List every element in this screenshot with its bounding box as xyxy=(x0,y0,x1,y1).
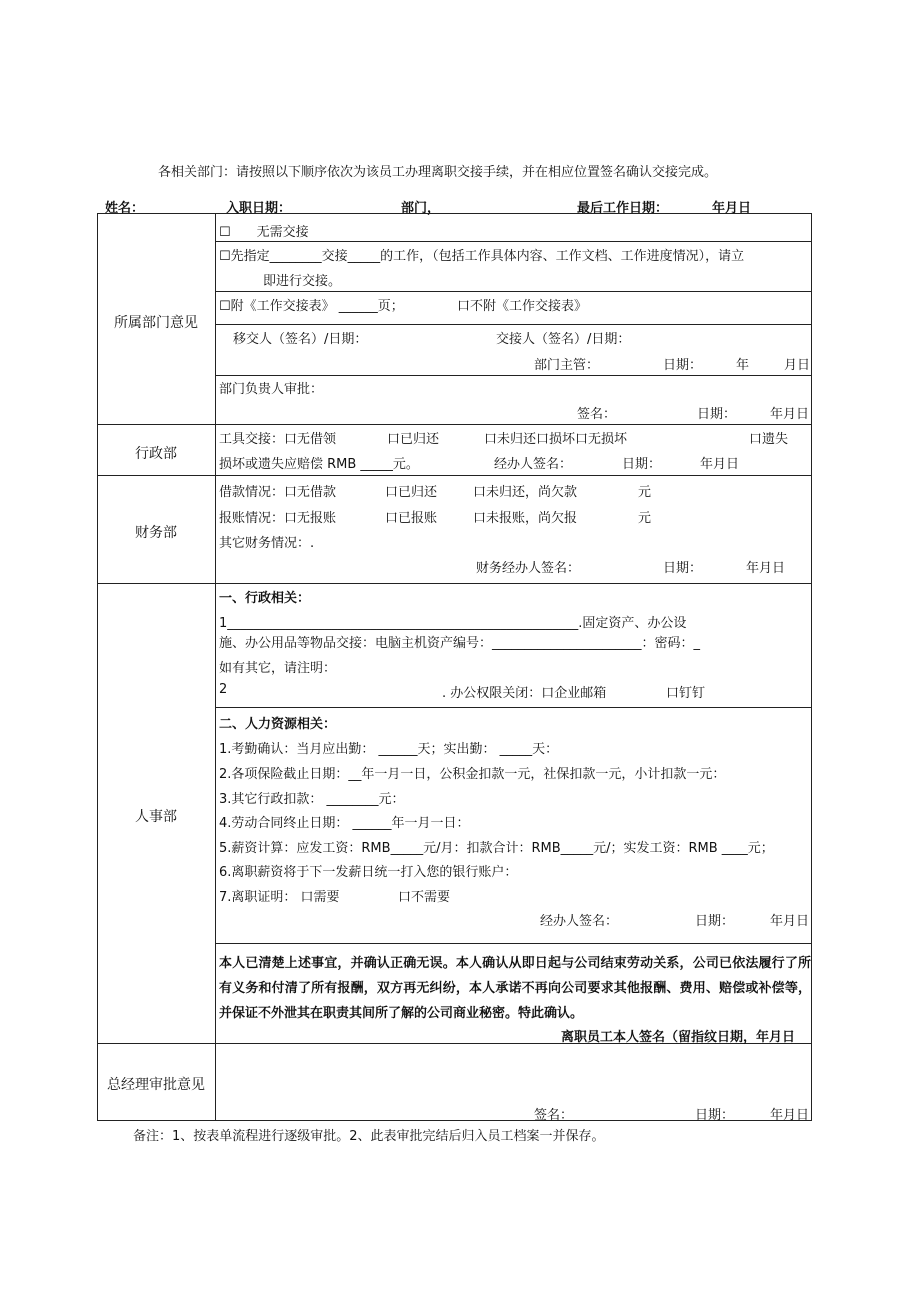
dept-label: 部门， xyxy=(401,201,441,216)
last-day-label: 最后工作日期： xyxy=(577,201,669,216)
reimb-none[interactable]: 报账情况：口无报账 xyxy=(219,511,337,526)
inner-divider xyxy=(215,943,812,944)
supervisor-label: 部门主管： xyxy=(534,358,600,373)
tools-not-returned[interactable]: 口未归还口损坏口无损坏 xyxy=(484,432,628,447)
hr-handler-label: 经办人签名： xyxy=(540,914,619,929)
hr-dingding-close[interactable]: 口钉钉 xyxy=(666,686,706,701)
receiver-label: 交接人（签名）/日期： xyxy=(496,332,631,347)
inner-divider xyxy=(215,241,812,242)
compensation-text: 损坏或遗失应赔偿 RMB _____元。 xyxy=(219,457,419,472)
admin-handler-label: 经办人签名： xyxy=(494,457,573,472)
hire-date-label: 入职日期： xyxy=(226,201,292,216)
hr-date-label: 日期： xyxy=(695,914,735,929)
employee-declaration: 本人已清楚上述事宜，并确认正确无误。本人确认从即日起与公司结束劳动关系，公司已依法履行了所有义务和付清了所有报酬，双方再无纠纷，本人承诺不再向公司要求其他报酬、费用、赔偿或补偿等，并保证不外泄其在职责其间所了解的公司商业秘密。特此确认。 xyxy=(219,956,811,1021)
supervisor-month-day: 月日 xyxy=(784,358,811,373)
supervisor-year: 年 xyxy=(736,358,750,373)
designate-line2: 即进行交接。 xyxy=(263,274,342,289)
hr-item-attendance: 1.考勤确认：当月应出勤： ______天；实出勤： _____天： xyxy=(219,742,559,757)
inner-divider xyxy=(215,707,812,708)
attach-sheet-checkbox[interactable]: ☐附《工作交接表》 ______页； xyxy=(219,299,404,314)
finance-handler-label: 财务经办人签名： xyxy=(476,561,581,576)
hr-item-contract-end: 4.劳动合同终止日期： ______年一月一日： xyxy=(219,816,470,831)
divider-finance xyxy=(97,475,812,476)
gm-section-title: 总经理审批意见 xyxy=(107,1077,205,1093)
tools-returned[interactable]: 口已归还 xyxy=(387,432,440,447)
head-approval-label: 部门负贵人审批： xyxy=(219,382,324,397)
head-ymd: 年月日 xyxy=(770,407,810,422)
reimb-done[interactable]: 口已报账 xyxy=(385,511,438,526)
head-sign-label: 签名： xyxy=(577,407,617,422)
column-divider xyxy=(215,213,216,1121)
finance-ymd: 年月日 xyxy=(746,561,786,576)
hr-item-insurance: 2.各项保险截止日期：__年一月一日，公积金扣款一元，社保扣款一元，小计扣款一元： xyxy=(219,767,726,782)
admin-date-label: 日期： xyxy=(622,457,662,472)
inner-divider xyxy=(215,324,812,325)
other-finance: 其它财务情况：. xyxy=(219,536,315,551)
hr-heading: 二、人力资源相关： xyxy=(219,717,337,732)
no-handover-checkbox[interactable]: ☐ 无需交接 xyxy=(219,225,309,240)
admin-ymd: 年月日 xyxy=(700,457,740,472)
supervisor-date-label: 日期： xyxy=(663,358,703,373)
hr-admin-heading: 一、行政相关： xyxy=(219,591,311,606)
divider-hr xyxy=(97,583,812,584)
footnote: 备注：1、按表单流程进行逐级审批。2、此表审批完结后归入员工档案一并保存。 xyxy=(133,1129,605,1144)
gm-date-label: 日期： xyxy=(695,1108,735,1123)
finance-date-label: 日期： xyxy=(663,561,703,576)
hr-section-title: 人事部 xyxy=(135,809,177,825)
head-date-label: 日期： xyxy=(697,407,737,422)
loan-owed[interactable]: 口未归还，尚欠款 xyxy=(473,485,578,500)
reimb-owed[interactable]: 口未报账，尚欠报 xyxy=(473,511,578,526)
no-attach-checkbox[interactable]: 口不附《工作交接表》 xyxy=(457,299,588,314)
inner-divider xyxy=(215,375,812,376)
loan-unit: 元 xyxy=(638,485,652,500)
loan-returned[interactable]: 口已归还 xyxy=(385,485,438,500)
hr-cert-not-needed[interactable]: 口不需要 xyxy=(398,890,451,905)
hr-item1-line1: 1______________________________________________________.固定资产、办公设 xyxy=(219,616,687,631)
reimb-unit: 元 xyxy=(638,511,652,526)
hr-item2-num: 2 xyxy=(219,682,228,697)
gm-ymd: 年月日 xyxy=(770,1108,810,1123)
hr-cert-needed[interactable]: 7.离职证明： 口需要 xyxy=(219,890,340,905)
finance-section-title: 财务部 xyxy=(135,525,177,541)
designate-handover-checkbox[interactable]: ☐先指定________交接_____的工作，（包括工作具体内容、工作文档、工作进度情况），请立 xyxy=(219,249,745,264)
tools-lost[interactable]: 口遗失 xyxy=(749,432,789,447)
hr-email-close[interactable]: . 办公权限关闭：口企业邮箱 xyxy=(442,686,607,701)
dept-section-title: 所属部门意见 xyxy=(114,315,198,331)
hr-item-salary: 5.薪资计算：应发工资：RMB_____元/月：扣款合计：RMB_____元/；实发工资：RMB ____元； xyxy=(219,841,774,856)
tools-no-borrow[interactable]: 工具交接：口无借领 xyxy=(219,432,337,447)
employee-signature-label: 离职员工本人签名（留指纹日期，年月日 xyxy=(561,1030,796,1045)
inner-divider xyxy=(215,291,812,292)
last-day-ymd: 年月日 xyxy=(712,201,752,216)
hr-item1-line2: 施、办公用品等物品交接：电脑主机资产编号：_______________________：密码：_ xyxy=(219,636,701,651)
handover-person-label: 移交人（签名）/日期： xyxy=(233,332,368,347)
admin-section-title: 行政部 xyxy=(135,446,177,462)
intro-text: 各相关部门：请按照以下顺序依次为该员工办理离职交接手续，并在相应位置签名确认交接完成。 xyxy=(158,165,718,180)
loan-none[interactable]: 借款情况：口无借款 xyxy=(219,485,337,500)
divider-admin xyxy=(97,424,812,425)
hr-ymd: 年月日 xyxy=(770,914,810,929)
hr-item-deduction: 3.其它行政扣款： ________元： xyxy=(219,792,405,807)
hr-item-payout: 6.离职薪资将于下一发薪日统一打入您的银行账户： xyxy=(219,865,518,880)
name-label: 姓名： xyxy=(105,201,145,216)
hr-other-note: 如有其它，请注明： xyxy=(219,661,337,676)
gm-sign-label: 签名： xyxy=(534,1108,574,1123)
